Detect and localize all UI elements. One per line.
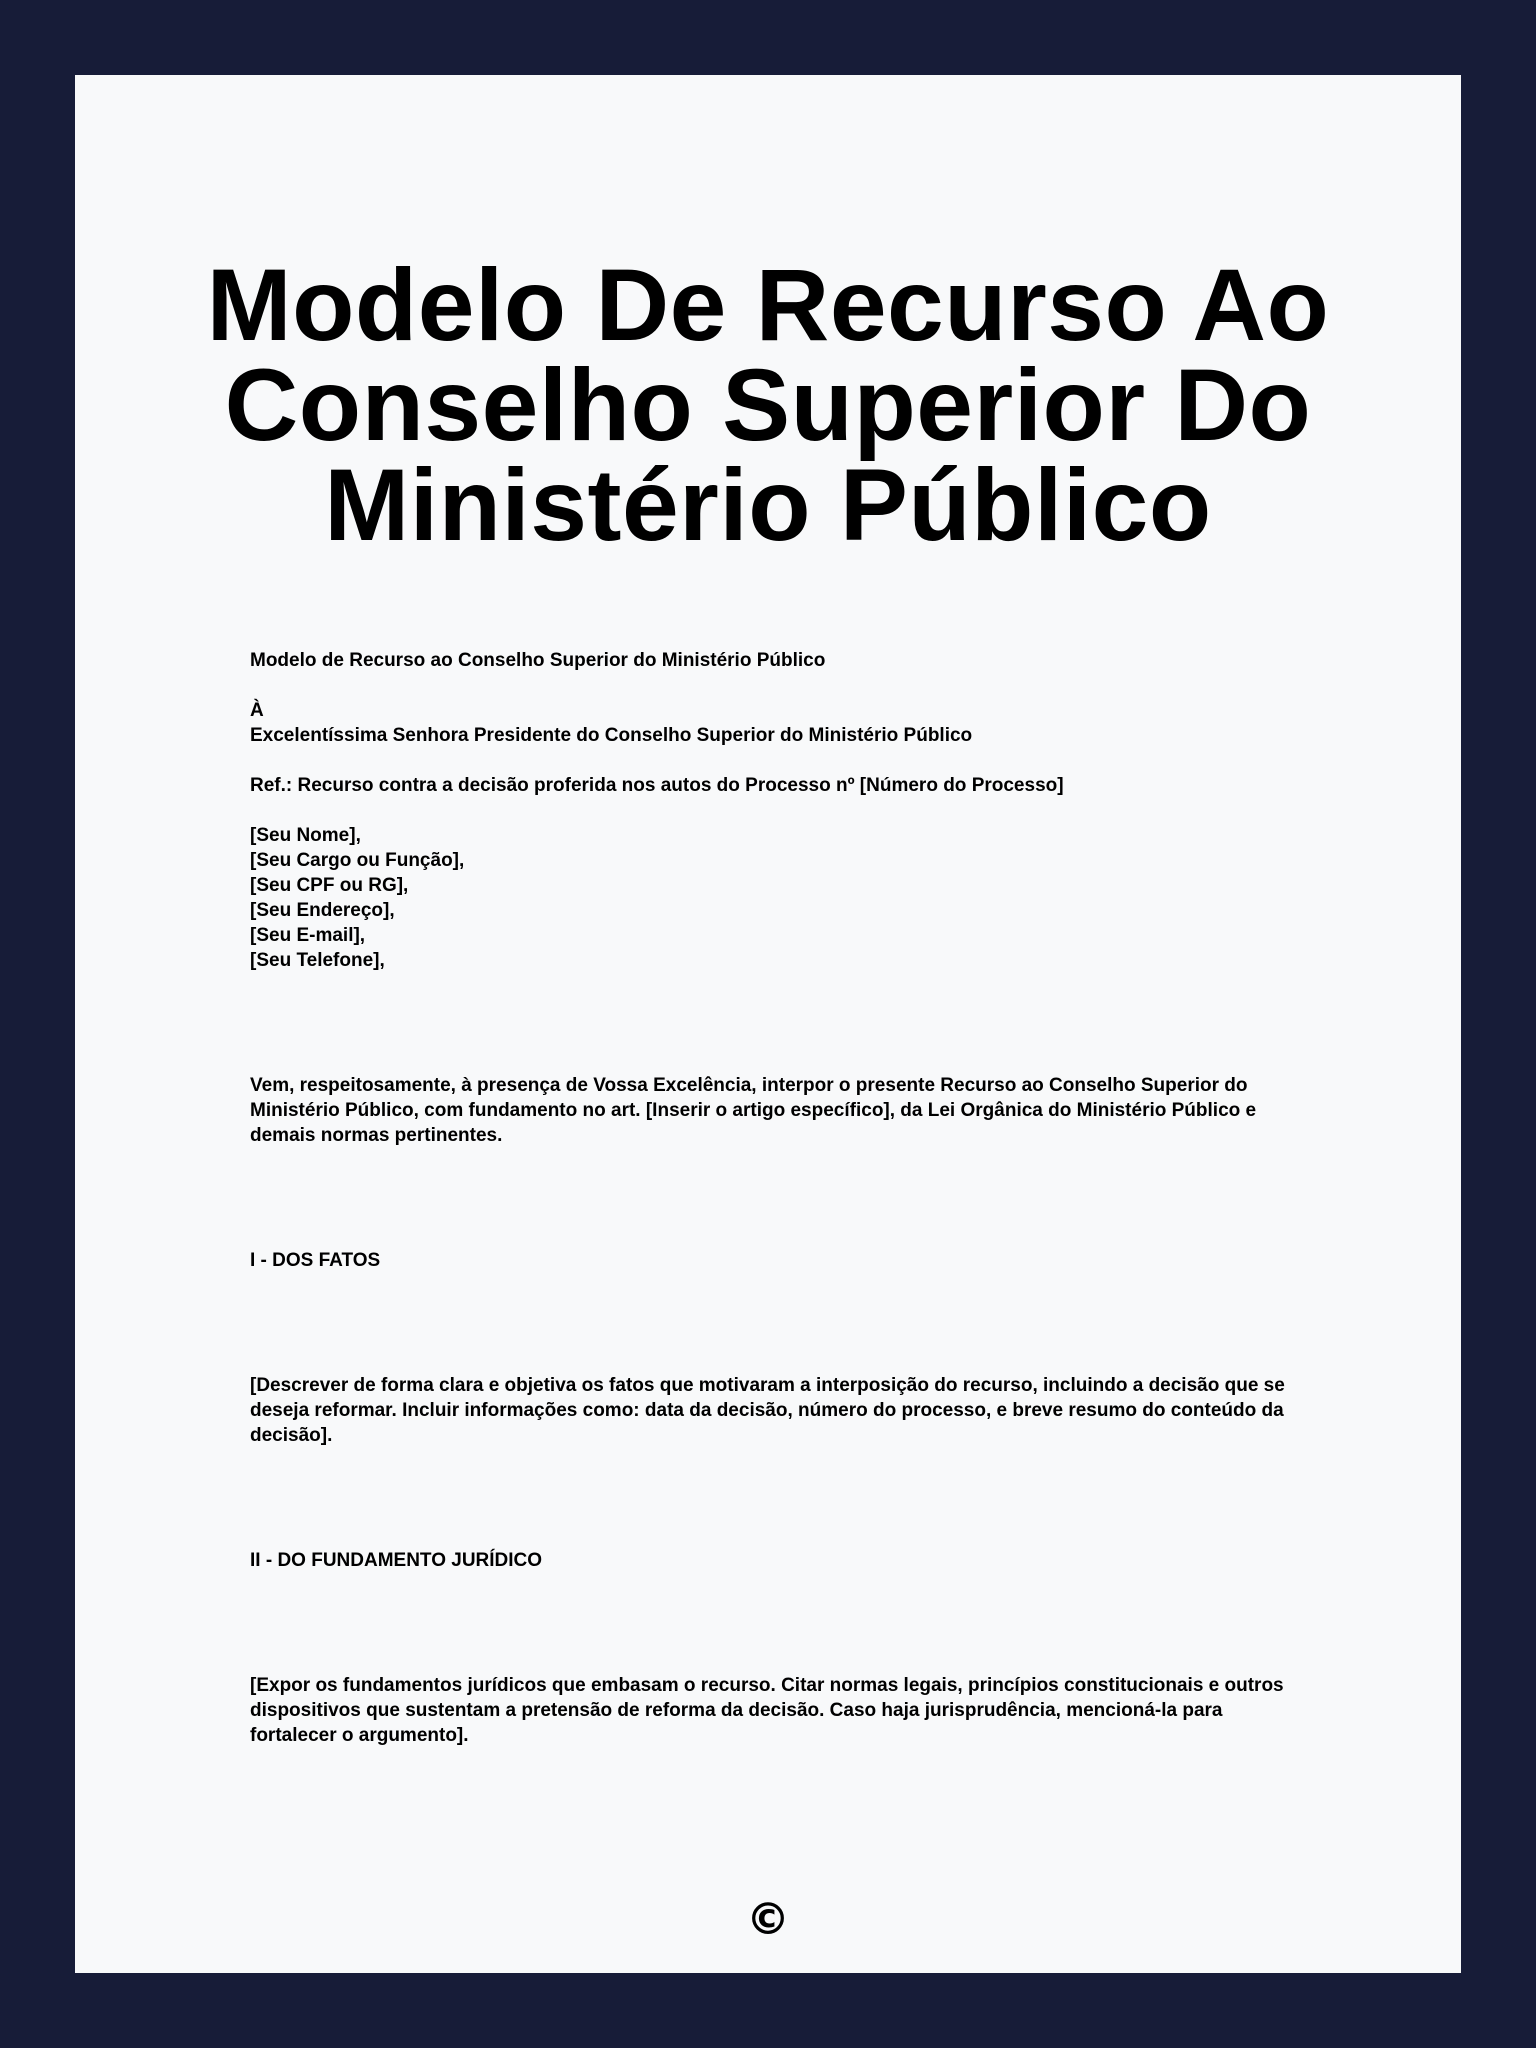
sender-role: [Seu Cargo ou Função], <box>250 850 465 871</box>
sender-name: [Seu Nome], <box>250 825 361 846</box>
document-body <box>250 648 1295 1748</box>
section-title-facts: I - DOS FATOS <box>250 1250 381 1271</box>
copyright-icon: © <box>746 1894 790 1945</box>
sender-email: [Seu E-mail], <box>250 925 366 946</box>
sender-address: [Seu Endereço], <box>250 900 395 921</box>
intro-paragraph: Vem, respeitosamente, à presença de Vossa Excelência, interpor o presente Recurso ao Conselho Superior do Ministério Público, com fundamento no art. [Inserir o artigo específico], da Lei Orgânica do Ministério Público e demais normas pertinentes. <box>250 1075 1262 1146</box>
sender-id: [Seu CPF ou RG], <box>250 875 409 896</box>
reference-line: Ref.: Recurso contra a decisão proferida nos autos do Processo nº [Número do Processo] <box>250 775 1064 796</box>
sender-phone: [Seu Telefone], <box>250 950 385 971</box>
section-title-legal-basis: II - DO FUNDAMENTO JURÍDICO <box>250 1550 543 1571</box>
document-heading: Modelo de Recurso ao Conselho Superior do Ministério Público <box>250 650 826 671</box>
document-title: Modelo De Recurso Ao Conselho Superior Do Ministério Público <box>206 248 1330 562</box>
section-text-legal-basis: [Expor os fundamentos jurídicos que embasam o recurso. Citar normas legais, princípios constitucionais e outros dispositivos que sustentam a pretensão de reforma da decisão. Caso haja jurisprudência, mencioná-la para fortalecer o argumento]. <box>250 1675 1289 1746</box>
document-page <box>75 75 1461 1973</box>
section-text-facts: [Descrever de forma clara e objetiva os fatos que motivaram a interposição do recurso, incluindo a decisão que se deseja reformar. Incluir informações como: data da decisão, número do processo, e breve resumo do conteúdo da decisão]. <box>250 1375 1291 1446</box>
addressee-line-1: À <box>250 700 264 721</box>
addressee-line-2: Excelentíssima Senhora Presidente do Conselho Superior do Ministério Público <box>250 725 973 746</box>
